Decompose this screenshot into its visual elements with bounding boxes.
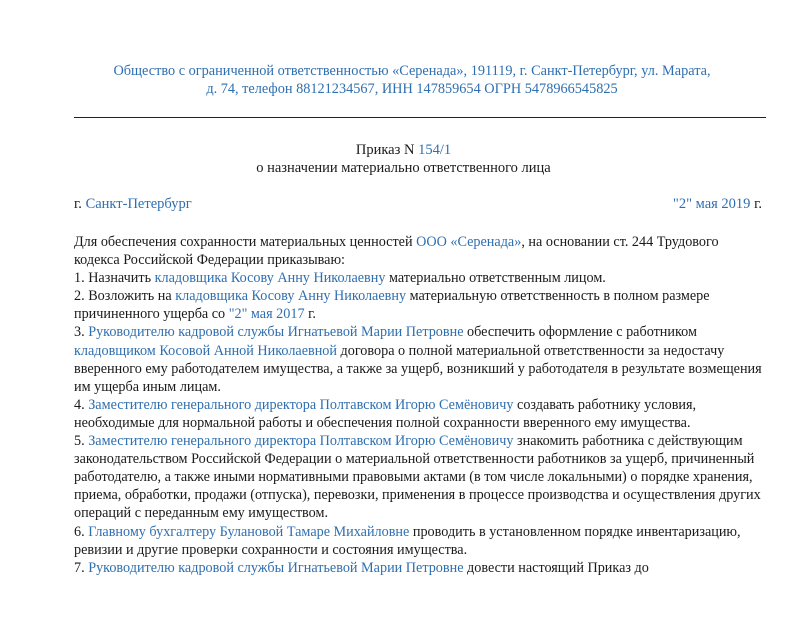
item-5-text-2: знакомить работника с действующим законодательством Российской Федерации о материальной ответственности работников за ущерб, причиненный работодателю, а также иными нормативными правовыми актами (в том числе локальными) о порядке хранения, приема, обработки, продажи (отпуска), перевозки, применения в процессе производства и осуществления других операций с переданным ему имуществом. (74, 433, 761, 522)
item-2-text-2: материальную ответственность в полном размере причиненного ущерба со (74, 288, 710, 323)
item-6-text-1: 6. (74, 523, 89, 540)
item-3 (74, 323, 764, 395)
item-1-person: кладовщика Косову Анну Николаевну (154, 270, 386, 287)
item-5-text-1: 5. (74, 433, 89, 450)
item-1-text-1: 1. Назначить (74, 270, 155, 287)
order-title-prefix: Приказ N (355, 142, 419, 158)
item-3-text-1: 3. (74, 324, 89, 341)
order-body (74, 233, 764, 577)
order-subtitle: о назначении материально ответственного лица (256, 160, 551, 176)
intro-paragraph (74, 233, 764, 269)
item-3-person-2: кладовщиком Косовой Анной Николаевной (74, 342, 337, 359)
order-number: 154/1 (418, 142, 452, 158)
item-7 (74, 559, 764, 577)
item-4-text-2: создавать работнику условия, необходимые для нормальной работы и обеспечения полной сохранности вверенного ему имущества. (74, 396, 697, 431)
item-3-text-3: договора о полной материальной ответственности за недостачу вверенного ему работодателем имущества, а также за ущерб, возникший у работодателя в результате возмещения им ущерба иным лицам. (74, 342, 762, 395)
item-3-person: Руководителю кадровой службы Игнатьевой Марии Петровне (88, 324, 464, 341)
item-6 (74, 523, 764, 559)
order-date (673, 196, 762, 213)
item-1-text-2: материально ответственным лицом. (385, 270, 606, 287)
header-line-1: Общество с ограниченной ответственностью «Серенада», 191119, г. Санкт-Петербург, ул. Марата, (113, 63, 711, 79)
order-date-value: "2" мая 2019 (672, 196, 751, 212)
item-7-text-1: 7. (74, 559, 89, 576)
organization-header (60, 62, 764, 98)
item-2-text-1: 2. Возложить на (74, 288, 176, 305)
header-line-2: д. 74, телефон 88121234567, ИНН 147859654 ОГРН 5478966545825 (206, 81, 618, 97)
header-divider (74, 117, 766, 118)
intro-text-1: Для обеспечения сохранности материальных ценностей (74, 234, 417, 250)
item-6-person: Главному бухгалтеру Булановой Тамаре Михайловне (88, 523, 410, 540)
item-7-person: Руководителю кадровой службы Игнатьевой Марии Петровне (88, 559, 464, 576)
place-prefix: г. (74, 196, 86, 212)
item-1 (74, 269, 764, 287)
item-4-person: Заместителю генерального директора Полтавском Игорю Семёновичу (88, 396, 514, 413)
item-3-text-2: обеспечить оформление с работником (463, 324, 697, 341)
item-2-text-3: г. (304, 306, 316, 323)
company-name: ООО «Серенада» (416, 234, 522, 250)
place (74, 196, 192, 213)
city: Санкт-Петербург (85, 196, 192, 212)
item-6-text-2: проводить в установленном порядке инвентаризацию, ревизии и другие проверки сохранности и состояния имущества. (74, 523, 741, 558)
order-title (0, 140, 807, 160)
item-5 (74, 432, 764, 522)
place-date-line (74, 196, 762, 213)
intro-text-2: , на основании ст. 244 Трудового кодекса Российской Федерации приказываю: (74, 234, 719, 269)
item-7-text-2: довести настоящий Приказ до (463, 559, 649, 576)
item-5-person: Заместителю генерального директора Полтавском Игорю Семёновичу (88, 433, 514, 450)
item-2 (74, 287, 764, 323)
order-date-suffix: г. (750, 196, 762, 212)
item-2-date: "2" мая 2017 (228, 306, 305, 323)
item-4 (74, 396, 764, 432)
item-4-text-1: 4. (74, 396, 89, 413)
item-2-person: кладовщика Косову Анну Николаевну (175, 288, 407, 305)
